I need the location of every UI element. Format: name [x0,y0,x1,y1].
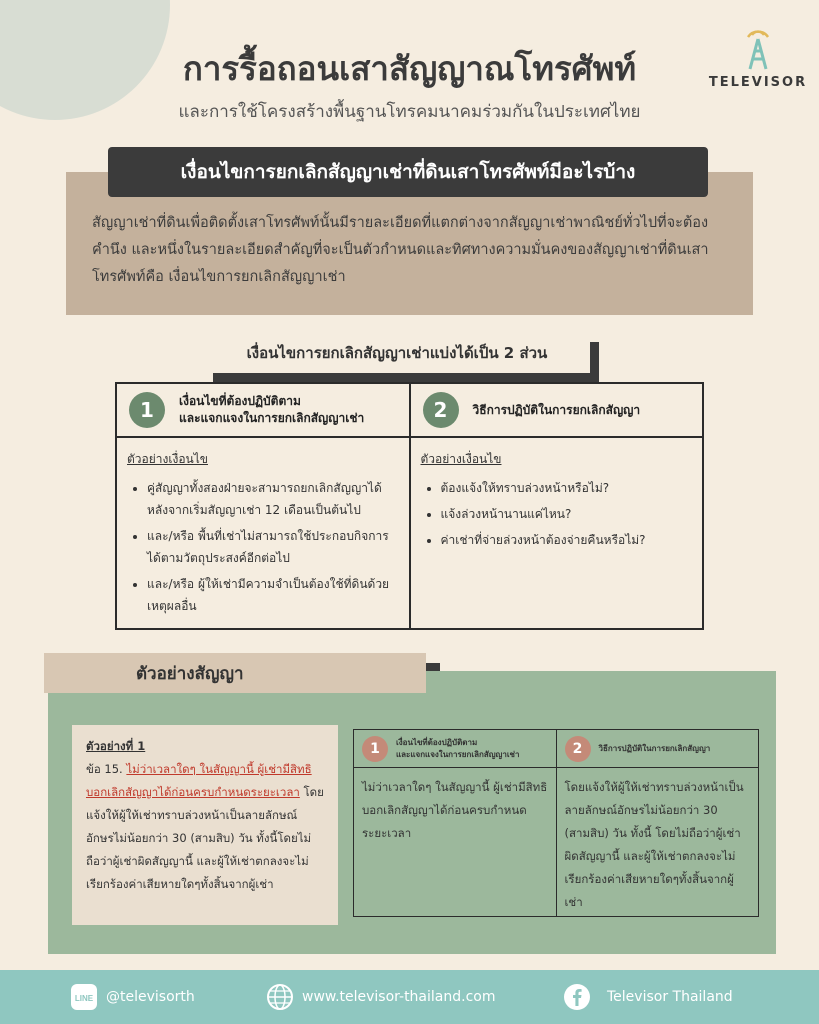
facebook-name: Televisor Thailand [607,989,733,1005]
parts-heading: เงื่อนไขการยกเลิกสัญญาเช่าแบ่งได้เป็น 2 ส่วน [204,333,590,373]
line-handle: @televisorth [106,989,195,1005]
logo-text: TELEVISOR [708,75,808,90]
part-2-header [411,384,703,438]
line-icon-text: LINE [74,994,94,1003]
number-badge: 2 [423,392,459,428]
clause-col-2-header [557,730,759,768]
website-url: www.televisor-thailand.com [302,989,496,1005]
clause-col-1-title [396,737,519,761]
list-item: • ค่าเช่าที่จ่ายล่วงหน้าต้องจ่ายคืนหรือไม่? [441,529,693,551]
part-2-body [411,438,703,551]
number-badge: 2 [565,736,591,762]
footer-website[interactable] [266,970,495,1024]
part-1-body [117,438,409,617]
page-subtitle: และการใช้โครงสร้างพื้นฐานโทรคมนาคมร่วมกันในประเทศไทย [178,102,641,122]
example-1-text [86,758,324,896]
footer [0,970,819,1024]
part-2 [409,384,703,628]
clause-col-2 [556,730,759,916]
example-label: ตัวอย่างเงื่อนไข [420,452,502,466]
example-1-card [72,725,338,925]
part-1-title [179,393,364,427]
example-label: ตัวอย่างเงื่อนไข [127,452,208,466]
number-badge: 1 [129,392,165,428]
clause-breakdown-table [353,729,759,917]
clause-col-1-title-line2: และแจกแจงในการยกเลิกสัญญาเช่า [396,749,520,759]
number-badge: 1 [362,736,388,762]
part-1-title-line1: เงื่อนไขที่ต้องปฏิบัติตาม [179,394,301,408]
facebook-icon [563,983,591,1011]
clause-number: ข้อ 15. [86,762,123,776]
example-1-label: ตัวอย่างที่ 1 [86,739,146,753]
clause-col-2-text: โดยแจ้งให้ผู้ให้เช่าทราบล่วงหน้าเป็นลายลักษณ์อักษรไม่น้อยกว่า 30 (สามสิบ) วัน ทั้งนี้ โดยไม่ถือว่าผู้เช่าผิดสัญญานี้ และผู้ให้เช่าตกลงจะไม่เรียกร้องค่าเสียหายใดๆทั้งสิ้นจากผู้เช่า [564,780,744,909]
intro-heading: เงื่อนไขการยกเลิกสัญญาเช่าที่ดินเสาโทรศัพท์มีอะไรบ้าง [108,147,708,197]
intro-text: สัญญาเช่าที่ดินเพื่อติดตั้งเสาโทรศัพท์นั้นมีรายละเอียดที่แตกต่างจากสัญญาเช่าพาณิชย์ทั่วไปที่จะต้องคำนึง และหนึ่งในรายละเอียดสำคัญที่จะเป็นตัวกำหนดและทิศทางความมั่นคงของสัญญาเช่าที่ดินเสาโทรศัพท์คือ เงื่อนไขการยกเลิกสัญญาเช่า [92,215,709,285]
list-item: • ต้องแจ้งให้ทราบล่วงหน้าหรือไม่? [441,477,693,499]
list-item: • คู่สัญญาทั้งสองฝ่ายจะสามารถยกเลิกสัญญาได้หลังจากเริ่มสัญญาเช่า 12 เดือนเป็นต้นไป [147,477,399,521]
list-item: • แจ้งล่วงหน้านานแค่ไหน? [441,503,693,525]
globe-icon [266,983,294,1011]
parts-table [115,382,704,630]
footer-facebook[interactable] [563,970,733,1024]
list-item: • และ/หรือ ผู้ให้เช่ามีความจำเป็นต้องใช้ที่ดินด้วยเหตุผลอื่น [147,573,399,617]
part-1 [117,384,409,628]
line-icon [70,983,98,1011]
televisor-logo [708,25,808,90]
part-1-header [117,384,409,438]
clause-col-1-text: ไม่ว่าเวลาใดๆ ในสัญญานี้ ผู้เช่ามีสิทธิบอกเลิกสัญญาได้ก่อนครบกำหนดระยะเวลา [362,780,548,840]
footer-line[interactable] [70,970,195,1024]
page-title: การรื้อถอนเสาสัญญาณโทรศัพท์ [182,49,637,88]
part-2-title: วิธีการปฏิบัติในการยกเลิกสัญญา [472,402,641,417]
clause-highlight: ไม่ว่าเวลาใดๆ ในสัญญานี้ ผู้เช่ามีสิทธิบอกเลิกสัญญาได้ก่อนครบกำหนดระยะเวลา [86,762,312,799]
clause-col-1-title-line1: เงื่อนไขที่ต้องปฏิบัติตาม [396,737,478,747]
clause-rest: โดยแจ้งให้ผู้ให้เช่าทราบล่วงหน้าเป็นลายลักษณ์อักษรไม่น้อยกว่า 30 (สามสิบ) วัน ทั้งนี้โดยไม่ถือว่าผู้เช่าผิดสัญญานี้ และผู้ให้เช่าตกลงจะไม่เรียกร้องค่าเสียหายใดๆทั้งสิ้นจากผู้เช่า [86,785,324,891]
clause-col-1-header [354,730,556,768]
part-1-title-line2: และแจกแจงในการยกเลิกสัญญาเช่า [179,411,365,425]
tower-icon [738,25,778,71]
example-tab: ตัวอย่างสัญญา [44,653,426,693]
list-item: • และ/หรือ พื้นที่เช่าไม่สามารถใช้ประกอบกิจการได้ตามวัตถุประสงค์อีกต่อไป [147,525,399,569]
clause-col-2-title: วิธีการปฏิบัติในการยกเลิกสัญญา [598,743,711,753]
clause-col-1 [354,730,556,916]
